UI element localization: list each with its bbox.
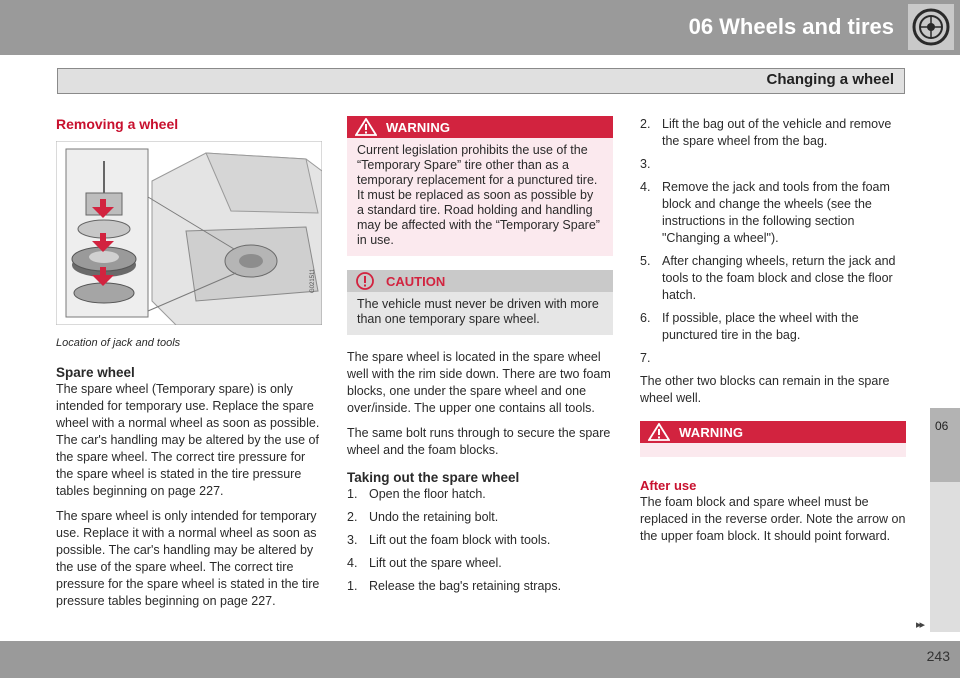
list-item: 4. Remove the jack and tools from the foam block and change the wheels (see the instructions in the following section "Changing a wheel"). <box>640 180 890 245</box>
warning-header <box>347 116 613 138</box>
list-item: 1. Open the floor hatch. <box>347 487 486 501</box>
spare-wheel-para-2: The spare wheel is only intended for temporary use. Replace it with a normal wheel as soon as possible. The car's handling may be altered by the use of the spare wheel. The correct tire pressure for the spare wheel is stated in the tire pressure tables beginning on page 227. <box>56 509 320 608</box>
jack-tools-figure <box>56 141 322 325</box>
figure-code: G021511 <box>310 268 316 293</box>
list-item: 4. Lift out the spare wheel. <box>347 556 502 570</box>
footer-bar <box>0 641 960 678</box>
list-item: 7. <box>640 351 651 365</box>
warning-body-empty <box>640 443 906 457</box>
section-title: Changing a wheel <box>766 71 894 88</box>
chapter-tab-number: 06 <box>935 419 949 433</box>
caution-box <box>347 270 613 335</box>
wheel-icon <box>908 4 954 50</box>
taking-out-heading: Taking out the spare wheel <box>347 470 520 485</box>
taking-out-steps <box>347 486 613 595</box>
bolt-para: The same bolt runs through to secure the spare wheel and the foam blocks. <box>347 426 611 457</box>
caution-label: CAUTION <box>386 274 446 289</box>
spare-wheel-para-1: The spare wheel (Temporary spare) is only intended for temporary use. Replace the spare wheel with a normal wheel as soon as possible. The car's handling may be altered by the use of the spare wheel. The correct tire pressure for the spare wheel is stated in the tire pressure tables beginning on page 227. <box>56 382 320 498</box>
continued-steps <box>640 116 906 367</box>
list-item: 1. Release the bag's retaining straps. <box>347 579 562 593</box>
chapter-tab-strip <box>930 482 960 632</box>
section-bar <box>57 68 905 94</box>
caution-text: The vehicle must never be driven with more than one temporary spare wheel. <box>357 297 599 326</box>
list-item: 2. Undo the retaining bolt. <box>347 510 499 524</box>
double-chevron-right-icon[interactable]: ▸▸ <box>916 619 924 631</box>
warning-box <box>347 116 613 256</box>
list-item: 5. After changing wheels, return the jack and tools to the foam block and close the floor hatch. <box>640 254 896 302</box>
after-use-text: The foam block and spare wheel must be replaced in the reverse order. Note the arrow on the upper foam block. It should point forward. <box>640 495 906 543</box>
removing-wheel-heading: Removing a wheel <box>56 116 179 132</box>
caution-header <box>347 270 613 292</box>
column-middle <box>347 116 613 601</box>
warning-box-2 <box>640 421 906 457</box>
list-item: 6. If possible, place the wheel with the punctured tire in the bag. <box>640 311 859 342</box>
warning-text: Current legislation prohibits the use of the “Temporary Spare” tire other than as a temporary replacement for a punctured tire. It must be replaced as soon as possible by a standard tire. Road holding and handling may be affected with the “Temporary Spare” in use. <box>357 143 600 247</box>
column-left <box>56 116 322 618</box>
list-item: 3. <box>640 157 651 171</box>
spare-wheel-heading: Spare wheel <box>56 365 135 380</box>
remaining-blocks-para: The other two blocks can remain in the spare wheel well. <box>640 374 890 405</box>
list-item: 2. Lift the bag out of the vehicle and remove the spare wheel from the bag. <box>640 117 892 148</box>
warning-header-2 <box>640 421 906 443</box>
figure-caption: Location of jack and tools <box>56 337 181 349</box>
warning-triangle-icon <box>355 118 377 136</box>
chapter-title: 06 Wheels and tires <box>688 14 894 39</box>
after-use-heading: After use <box>640 478 697 493</box>
spare-location-para: The spare wheel is located in the spare wheel well with the rim side down. There are two foam blocks, one under the spare wheel and one over/inside. The upper one contains all tools. <box>347 350 611 415</box>
caution-exclamation-icon <box>356 272 374 290</box>
list-item: 3. Lift out the foam block with tools. <box>347 533 551 547</box>
warning-label-2: WARNING <box>679 425 744 440</box>
warning-triangle-icon <box>648 423 670 441</box>
warning-label: WARNING <box>386 120 451 135</box>
column-right <box>640 116 906 553</box>
page-number: 243 <box>926 648 950 664</box>
